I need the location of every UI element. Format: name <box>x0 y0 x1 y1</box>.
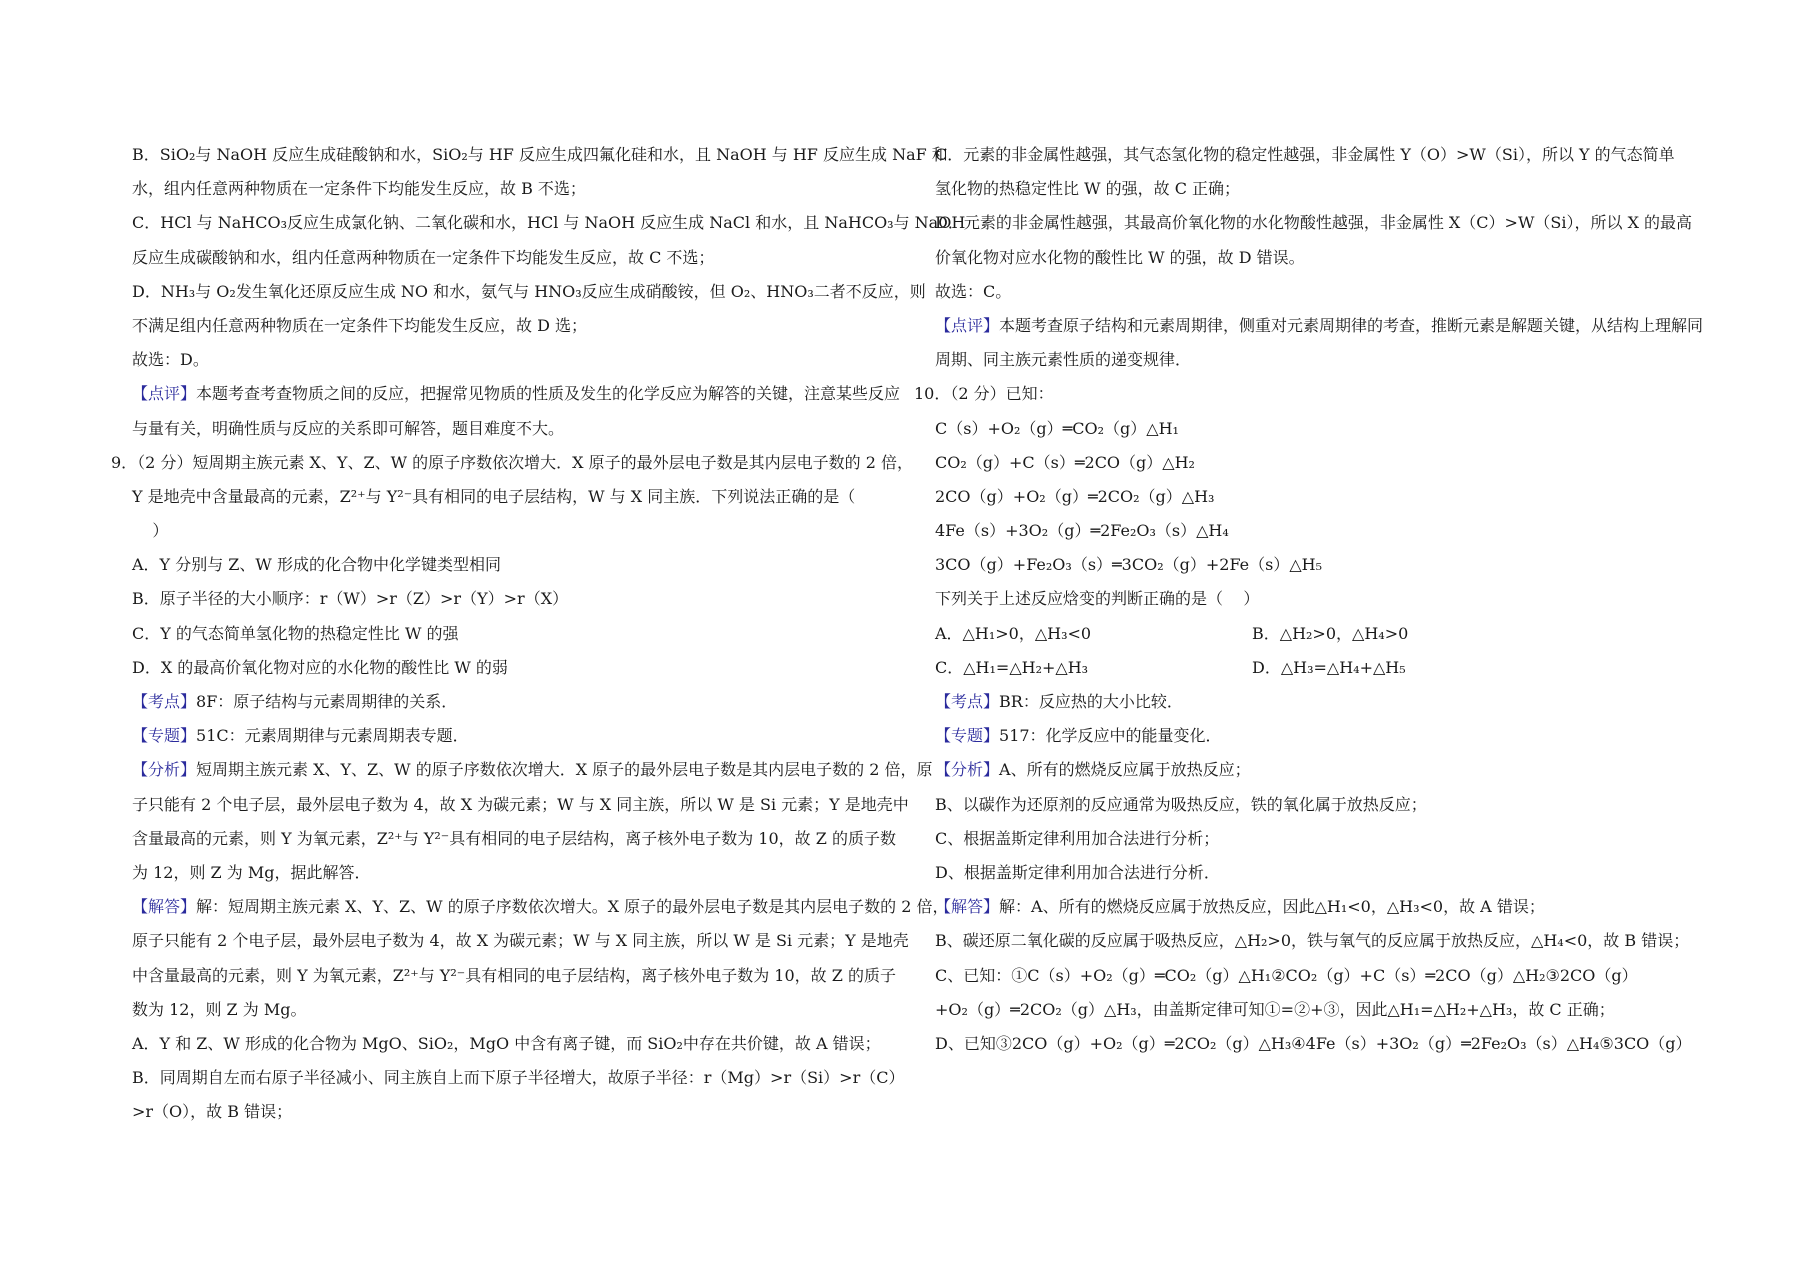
left-column <box>111 138 966 1129</box>
line-text: D．NH₃与 O₂发生氧化还原反应生成 NO 和水，氨气与 HNO₃反应生成硝酸铵，但 O₂、HNO₃二者不反应，则 <box>132 281 926 301</box>
text-line <box>935 924 1725 958</box>
text-line <box>132 343 902 377</box>
text-line <box>935 788 1725 822</box>
text-line <box>132 582 902 616</box>
line-text: ） <box>132 521 169 541</box>
line-text: D、已知③2CO（g）+O₂（g）═2CO₂（g）△H₃④4Fe（s）+3O₂（g）═2Fe₂O₃（s）△H₄⑤3CO（g） <box>935 1033 1692 1053</box>
text-line <box>132 719 902 753</box>
line-text: >r（O），故 B 错误； <box>132 1102 293 1122</box>
line-text: D．X 的最高价氧化物对应的水化物的酸性比 W 的弱 <box>132 657 508 677</box>
section-tag: 【专题】 <box>132 726 197 746</box>
option-right: B．△H₂>0，△H₄>0 <box>1252 623 1409 643</box>
text-line <box>935 446 1725 480</box>
option-left: C．△H₁=△H₂+△H₃ <box>935 657 1089 677</box>
text-line <box>132 206 966 240</box>
line-text: C．Y 的气态简单氢化物的热稳定性比 W 的强 <box>132 623 459 643</box>
text-line <box>935 685 1725 719</box>
line-text: CO₂（g）+C（s）═2CO（g）△H₂ <box>935 452 1195 472</box>
option-right: D．△H₃=△H₄+△H₅ <box>1252 657 1406 677</box>
text-line <box>935 343 1725 377</box>
text-line <box>935 822 1725 856</box>
text-line <box>132 890 949 924</box>
text-line <box>132 617 902 651</box>
section-tag: 【考点】 <box>132 692 197 711</box>
text-line <box>132 138 948 172</box>
text-line <box>935 651 1725 685</box>
line-text: 价氧化物对应水化物的酸性比 W 的强，故 D 错误。 <box>935 247 1305 267</box>
line-text: C（s）+O₂（g）═CO₂（g）△H₁ <box>935 418 1179 438</box>
text-line <box>935 172 1725 206</box>
line-text: 517：化学反应中的能量变化． <box>999 726 1222 746</box>
text-line <box>935 241 1725 275</box>
text-line <box>132 822 902 856</box>
line-text: 氢化物的热稳定性比 W 的强，故 C 正确； <box>935 179 1241 199</box>
line-text: 短周期主族元素 X、Y、Z、W 的原子序数依次增大．X 原子的最外层电子数是其内层电子数的 2 倍，原 <box>196 760 933 780</box>
line-text: 解：短周期主族元素 X、Y、Z、W 的原子序数依次增大。X 原子的最外层电子数是其内层电子数的 2 倍， <box>196 897 949 917</box>
text-line <box>132 275 926 309</box>
text-line <box>132 1027 902 1061</box>
line-text: A、所有的燃烧反应属于放热反应； <box>999 760 1251 780</box>
text-line <box>132 480 902 514</box>
line-text: 3CO（g）+Fe₂O₃（s）═3CO₂（g）+2Fe（s）△H₅ <box>935 555 1323 575</box>
line-text: 子只能有 2 个电子层，最外层电子数为 4，故 X 为碳元素；W 与 X 同主族，所以 W 是 Si 元素；Y 是地壳中 <box>132 794 909 814</box>
line-text: 9．（2 分）短周期主族元素 X、Y、Z、W 的原子序数依次增大．X 原子的最外层电子数是其内层电子数的 2 倍， <box>111 452 913 472</box>
text-line <box>132 377 902 411</box>
line-text: 中含量最高的元素，则 Y 为氧元素，Z²⁺与 Y²⁻具有相同的电子层结构，离子核外电子数为 10，故 Z 的质子 <box>132 965 896 985</box>
text-line <box>935 856 1725 890</box>
section-tag: 【分析】 <box>132 760 197 780</box>
text-line <box>132 753 933 787</box>
line-text: C、已知：①C（s）+O₂（g）═CO₂（g）△H₁②CO₂（g）+C（s）═2CO（g）△H₂③2CO（g） <box>935 965 1638 985</box>
line-text: 解：A、所有的燃烧反应属于放热反应，因此△H₁<0，△H₃<0，故 A 错误； <box>999 897 1545 917</box>
line-text: 2CO（g）+O₂（g）═2CO₂（g）△H₃ <box>935 486 1215 506</box>
section-tag: 【点评】 <box>132 384 197 404</box>
line-text: 含量最高的元素，则 Y 为氧元素，Z²⁺与 Y²⁻具有相同的电子层结构，离子核外电子数为 10，故 Z 的质子数 <box>132 828 896 848</box>
line-text: 8F：原子结构与元素周期律的关系． <box>196 692 458 711</box>
line-text: 10．（2 分）已知： <box>914 384 1054 404</box>
text-line <box>132 651 902 685</box>
line-text: D．元素的非金属性越强，其最高价氧化物的水化物酸性越强，非金属性 X（C）>W（Si），所以 X 的最高 <box>935 213 1693 233</box>
text-line <box>914 377 1725 411</box>
line-text: C．HCl 与 NaHCO₃反应生成氯化钠、二氧化碳和水，HCl 与 NaOH 反应生成 NaCl 和水，且 NaHCO₃与 NaOH <box>132 213 966 233</box>
line-text: B．SiO₂与 NaOH 反应生成硅酸钠和水，SiO₂与 HF 反应生成四氟化硅和水，且 NaOH 与 HF 反应生成 NaF 和 <box>132 145 948 164</box>
text-line <box>935 959 1725 993</box>
section-tag: 【解答】 <box>132 897 197 917</box>
text-line <box>132 788 909 822</box>
section-tag: 【解答】 <box>935 897 1000 917</box>
line-text: C．元素的非金属性越强，其气态氢化物的稳定性越强，非金属性 Y（O）>W（Si），所以 Y 的气态简单 <box>935 145 1675 164</box>
line-text: B．原子半径的大小顺序：r（W）>r（Z）>r（Y）>r（X） <box>132 589 569 609</box>
line-text: 水，组内任意两种物质在一定条件下均能发生反应，故 B 不选； <box>132 179 586 199</box>
text-line <box>935 275 1725 309</box>
text-line <box>935 719 1725 753</box>
text-line <box>935 548 1725 582</box>
section-tag: 【分析】 <box>935 760 1000 780</box>
line-text: A．Y 和 Z、W 形成的化合物为 MgO、SiO₂，MgO 中含有离子键，而 SiO₂中存在共价键，故 A 错误； <box>132 1033 881 1053</box>
line-text: +O₂（g）═2CO₂（g）△H₃，由盖斯定律可知①=②+③，因此△H₁=△H₂+△H₃，故 C 正确； <box>935 999 1615 1019</box>
text-line <box>935 582 1725 616</box>
text-line <box>132 241 902 275</box>
text-line <box>935 309 1725 343</box>
text-line <box>132 1061 905 1095</box>
text-line <box>935 138 1725 172</box>
text-line <box>111 446 913 480</box>
text-line <box>132 924 909 958</box>
line-text: 为 12，则 Z 为 Mg，据此解答． <box>132 862 371 882</box>
text-line <box>132 172 902 206</box>
line-text: B．同周期自左而右原子半径减小、同主族自上而下原子半径增大，故原子半径：r（Mg）>r（Si）>r（C） <box>132 1068 905 1088</box>
text-line <box>935 1027 1725 1061</box>
text-line <box>132 959 902 993</box>
option-left: A．△H₁>0，△H₃<0 <box>935 623 1092 643</box>
line-text: 本题考查原子结构和元素周期律，侧重对元素周期律的考查，推断元素是解题关键，从结构上理解同 <box>999 315 1704 335</box>
line-text: D、根据盖斯定律利用加合法进行分析． <box>935 862 1220 882</box>
line-text: 原子只能有 2 个电子层，最外层电子数为 4，故 X 为碳元素；W 与 X 同主族，所以 W 是 Si 元素；Y 是地壳 <box>132 931 909 951</box>
line-text: 51C：元素周期律与元素周期表专题． <box>196 726 469 746</box>
line-text: 故选：C。 <box>935 281 1012 301</box>
text-line <box>935 993 1725 1027</box>
text-line <box>132 514 902 548</box>
text-line <box>935 890 1725 924</box>
line-text: C、根据盖斯定律利用加合法进行分析； <box>935 828 1220 848</box>
line-text: 下列关于上述反应焓变的判断正确的是（ ） <box>935 589 1260 609</box>
text-line <box>132 548 902 582</box>
line-text: 数为 12，则 Z 为 Mg。 <box>132 999 307 1019</box>
line-text: 4Fe（s）+3O₂（g）═2Fe₂O₃（s）△H₄ <box>935 521 1229 541</box>
text-line <box>935 753 1725 787</box>
line-text: A．Y 分别与 Z、W 形成的化合物中化学键类型相同 <box>132 555 501 575</box>
line-text: 周期、同主族元素性质的递变规律． <box>935 350 1192 370</box>
section-tag: 【点评】 <box>935 315 1000 335</box>
text-line <box>935 617 1725 651</box>
text-line <box>935 514 1725 548</box>
text-line <box>935 206 1725 240</box>
text-line <box>132 685 902 719</box>
section-tag: 【考点】 <box>935 692 1000 711</box>
right-column <box>914 138 1725 1061</box>
text-line <box>935 480 1725 514</box>
line-text: 与量有关，明确性质与反应的关系即可解答，题目难度不大。 <box>132 418 565 438</box>
line-text: 反应生成碳酸钠和水，组内任意两种物质在一定条件下均能发生反应，故 C 不选； <box>132 247 715 267</box>
line-text: 不满足组内任意两种物质在一定条件下均能发生反应，故 D 选； <box>132 315 588 335</box>
text-line <box>132 412 902 446</box>
text-line <box>132 856 902 890</box>
line-text: B、以碳作为还原剂的反应通常为吸热反应，铁的氧化属于放热反应； <box>935 794 1427 814</box>
text-line <box>132 1095 902 1129</box>
text-line <box>132 309 902 343</box>
text-line <box>132 993 902 1027</box>
line-text: BR：反应热的大小比较． <box>999 692 1183 711</box>
line-text: 故选：D。 <box>132 350 209 370</box>
section-tag: 【专题】 <box>935 726 1000 746</box>
line-text: B、碳还原二氧化碳的反应属于吸热反应，△H₂>0，铁与氧气的反应属于放热反应，△H₄<0，故 B 错误； <box>935 931 1690 951</box>
line-text: Y 是地壳中含量最高的元素，Z²⁺与 Y²⁻具有相同的电子层结构，W 与 X 同主族．下列说法正确的是（ <box>132 486 856 506</box>
text-line <box>935 412 1725 446</box>
line-text: 本题考查考查物质之间的反应，把握常见物质的性质及发生的化学反应为解答的关键，注意某些反应 <box>196 384 901 404</box>
